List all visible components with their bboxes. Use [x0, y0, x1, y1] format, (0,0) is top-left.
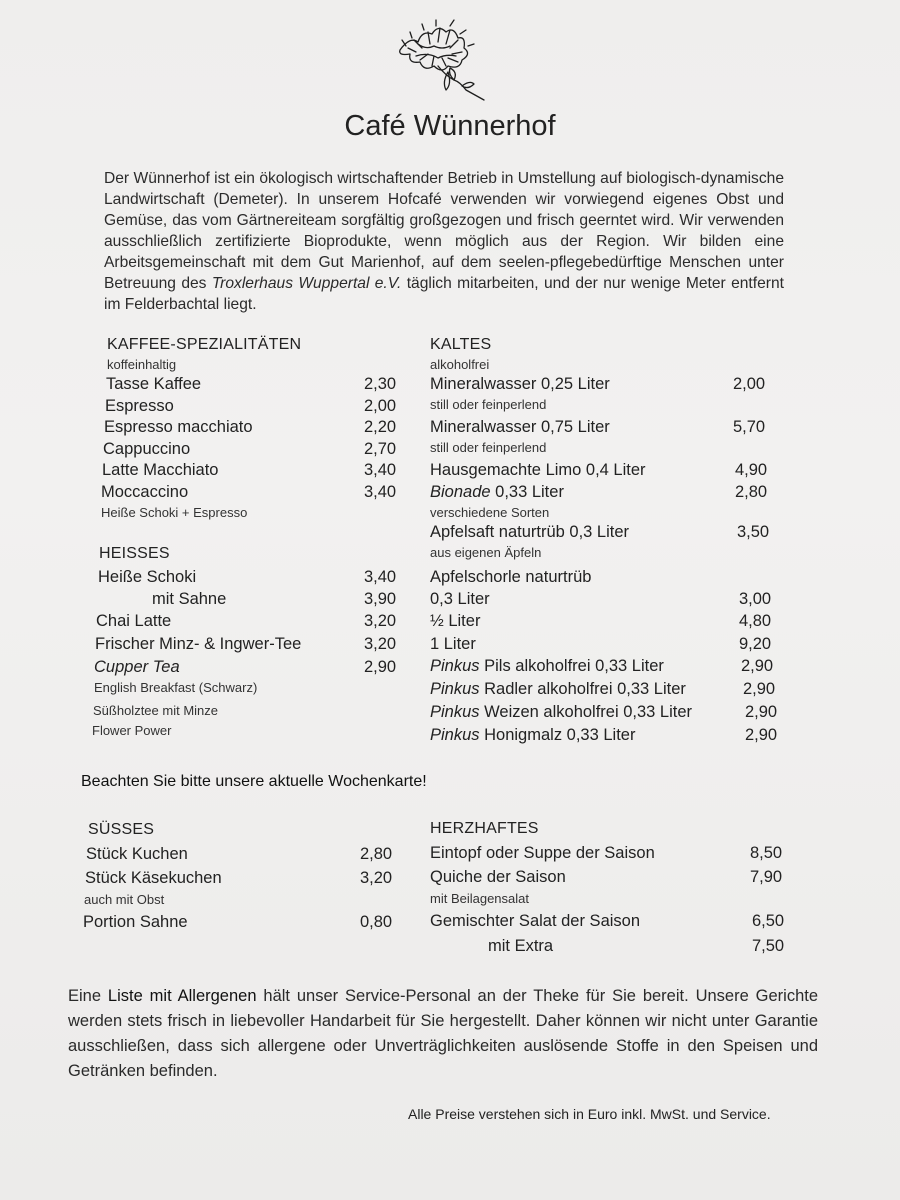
- allergen-text-1: Eine: [68, 987, 108, 1005]
- tea-variety: Flower Power: [92, 723, 172, 738]
- tea-variety: English Breakfast (Schwarz): [94, 680, 258, 695]
- menu-item-price: 2,90: [743, 680, 776, 698]
- brand-name: Pinkus: [430, 726, 480, 744]
- menu-item-name: mit Sahne: [152, 590, 227, 608]
- menu-item-price: 2,90: [745, 703, 778, 721]
- menu-item-sub: verschiedene Sorten: [430, 505, 550, 520]
- menu-item-price: 0,80: [360, 913, 393, 931]
- price-note: Alle Preise verstehen sich in Euro inkl. MwSt. und Service.: [408, 1106, 771, 1122]
- menu-item-price: 2,00: [364, 397, 397, 415]
- intro-text-1: Der Wünnerhof ist ein ökologisch wirtschaftender Betrieb in Umstellung auf biologisch-dynamische Landwirtschaft (Demeter). In unserem Hofcafé verwenden wir vorwiegend eigenes Obst und Gemüse, das vom Gärtnereiteam sorgfältig großgezogen und frisch geerntet wird. Wir verwenden ausschließlich zertifizierte Bioprodukte, wenn möglich aus der Region. Wir bilden eine Arbeitsgemeinschaft mit dem Gut Marienhof, auf dem seelen-pflegebedürftige Menschen unter Betreuung des: [104, 170, 784, 292]
- menu-item-name: Mineralwasser 0,25 Liter: [430, 375, 610, 393]
- brand-name: Pinkus: [430, 680, 480, 698]
- menu-item-name: Stück Käsekuchen: [85, 869, 222, 887]
- menu-item-price: 2,90: [741, 657, 774, 675]
- menu-item-sub: still oder feinperlend: [430, 440, 547, 455]
- menu-item-name: Stück Kuchen: [86, 845, 188, 863]
- menu-item-name: Heiße Schoki: [98, 568, 197, 586]
- menu-item-price: 3,20: [364, 612, 397, 630]
- heisses-heading: HEISSES: [99, 545, 170, 562]
- menu-item-price: 7,90: [750, 868, 783, 886]
- menu-item-name: 0,3 Liter: [430, 590, 490, 608]
- menu-item-sub: auch mit Obst: [84, 892, 165, 907]
- menu-item-price: 2,90: [364, 658, 397, 676]
- menu-item-price: 3,40: [364, 568, 397, 586]
- menu-item-name: Tasse Kaffee: [106, 375, 202, 393]
- menu-item-price: 3,40: [364, 483, 397, 501]
- menu-item-name: Gemischter Salat der Saison: [430, 912, 641, 930]
- allergen-text-2: hält unser Service-Personal an der Theke für Sie bereit. Unsere Gerichte werden stets frisch in liebevoller Handarbeit für Sie hergestellt. Daher können wir nicht unter Garantie ausschließen, dass sich allergene oder Unverträglichkeiten auslösende Stoffe in den Speisen und Getränken befinden.: [68, 987, 819, 1080]
- item-desc: Radler alkoholfrei 0,33 Liter: [479, 680, 686, 698]
- item-desc: Weizen alkoholfrei 0,33 Liter: [479, 703, 693, 721]
- menu-item-price: 9,20: [739, 635, 772, 653]
- menu-item-price: 2,90: [745, 726, 778, 744]
- intro-text-2: täglich mitarbeiten, und der nur wenige Meter entfernt im Felderbachtal liegt.: [104, 275, 784, 313]
- menu-item-price: 2,80: [360, 845, 393, 863]
- menu-item-price: 3,20: [364, 635, 397, 653]
- menu-item-name: Cappuccino: [103, 440, 191, 458]
- menu-item-price: 4,80: [739, 612, 772, 630]
- menu-item-name: Espresso macchiato: [104, 418, 253, 436]
- menu-item-price: 5,70: [733, 418, 766, 436]
- menu-item-name: [430, 680, 686, 699]
- menu-item-name: ½ Liter: [430, 612, 481, 630]
- menu-item-name: Cupper Tea: [94, 658, 180, 676]
- carnation-flower-icon: [388, 16, 492, 102]
- menu-item-name: [430, 726, 635, 745]
- brand-name: Pinkus: [430, 657, 480, 675]
- menu-item-name: Moccaccino: [101, 483, 189, 501]
- menu-item-name: mit Extra: [488, 937, 554, 955]
- menu-item-price: 7,50: [752, 937, 785, 955]
- intro-italic: Troxlerhaus Wuppertal e.V.: [211, 275, 402, 292]
- menu-item-price: 3,00: [739, 590, 772, 608]
- menu-item-price: 3,40: [364, 461, 397, 479]
- tea-variety: Süßholztee mit Minze: [93, 703, 218, 718]
- menu-item-sub: mit Beilagensalat: [430, 891, 529, 906]
- menu-item-name: 1 Liter: [430, 635, 476, 653]
- menu-item-price: 2,80: [735, 483, 768, 501]
- menu-item-name: Apfelschorle naturtrüb: [430, 568, 592, 586]
- menu-item-name: Chai Latte: [96, 612, 172, 630]
- menu-item-price: 2,00: [733, 375, 766, 393]
- menu-item-name: Mineralwasser 0,75 Liter: [430, 418, 610, 436]
- menu-item-price: 8,50: [750, 844, 783, 862]
- kaltes-heading: KALTES: [430, 336, 492, 353]
- herzhaftes-heading: HERZHAFTES: [430, 820, 539, 837]
- menu-item-name: Espresso: [105, 397, 174, 415]
- menu-item-sub: Heiße Schoki + Espresso: [101, 505, 248, 520]
- allergen-paragraph: [68, 984, 818, 1084]
- menu-item-price: 3,50: [737, 523, 770, 541]
- menu-item-name: Frischer Minz- & Ingwer-Tee: [95, 635, 302, 653]
- menu-item-name: Hausgemachte Limo 0,4 Liter: [430, 461, 646, 479]
- brand-name: Pinkus: [430, 703, 480, 721]
- menu-item-price: 2,30: [364, 375, 397, 393]
- menu-item-name: Apfelsaft naturtrüb 0,3 Liter: [430, 523, 630, 541]
- menu-item-price: 6,50: [752, 912, 785, 930]
- menu-item-name: [430, 657, 664, 676]
- menu-item-name: Latte Macchiato: [102, 461, 219, 479]
- allergen-list-highlight: Liste mit Allergenen: [107, 987, 257, 1005]
- menu-item-price: 4,90: [735, 461, 768, 479]
- item-size: 0,33 Liter: [490, 483, 564, 501]
- menu-item-price: 3,20: [360, 869, 393, 887]
- intro-paragraph: [104, 168, 784, 315]
- brand-name: Bionade: [430, 483, 491, 501]
- menu-item-sub: aus eigenen Äpfeln: [430, 545, 542, 560]
- menu-item-price: 2,70: [364, 440, 397, 458]
- menu-item-sub: still oder feinperlend: [430, 397, 547, 412]
- menu-item-name: Portion Sahne: [83, 913, 188, 931]
- menu-item-name: Eintopf oder Suppe der Saison: [430, 844, 655, 862]
- menu-item-name: [430, 483, 564, 502]
- menu-item-name: Quiche der Saison: [430, 868, 566, 886]
- menu-item-name: [430, 703, 692, 722]
- kaffee-sub: koffeinhaltig: [107, 357, 177, 372]
- item-desc: Honigmalz 0,33 Liter: [479, 726, 636, 744]
- wochenkarte-note: Beachten Sie bitte unsere aktuelle Wochenkarte!: [81, 773, 427, 790]
- item-desc: Pils alkoholfrei 0,33 Liter: [479, 657, 664, 675]
- suesses-heading: SÜSSES: [88, 821, 155, 838]
- kaltes-sub: alkoholfrei: [430, 357, 490, 372]
- cafe-title: Café Wünnerhof: [344, 110, 556, 142]
- menu-item-price: 3,90: [364, 590, 397, 608]
- kaffee-heading: KAFFEE-SPEZIALITÄTEN: [107, 336, 302, 353]
- menu-item-price: 2,20: [364, 418, 397, 436]
